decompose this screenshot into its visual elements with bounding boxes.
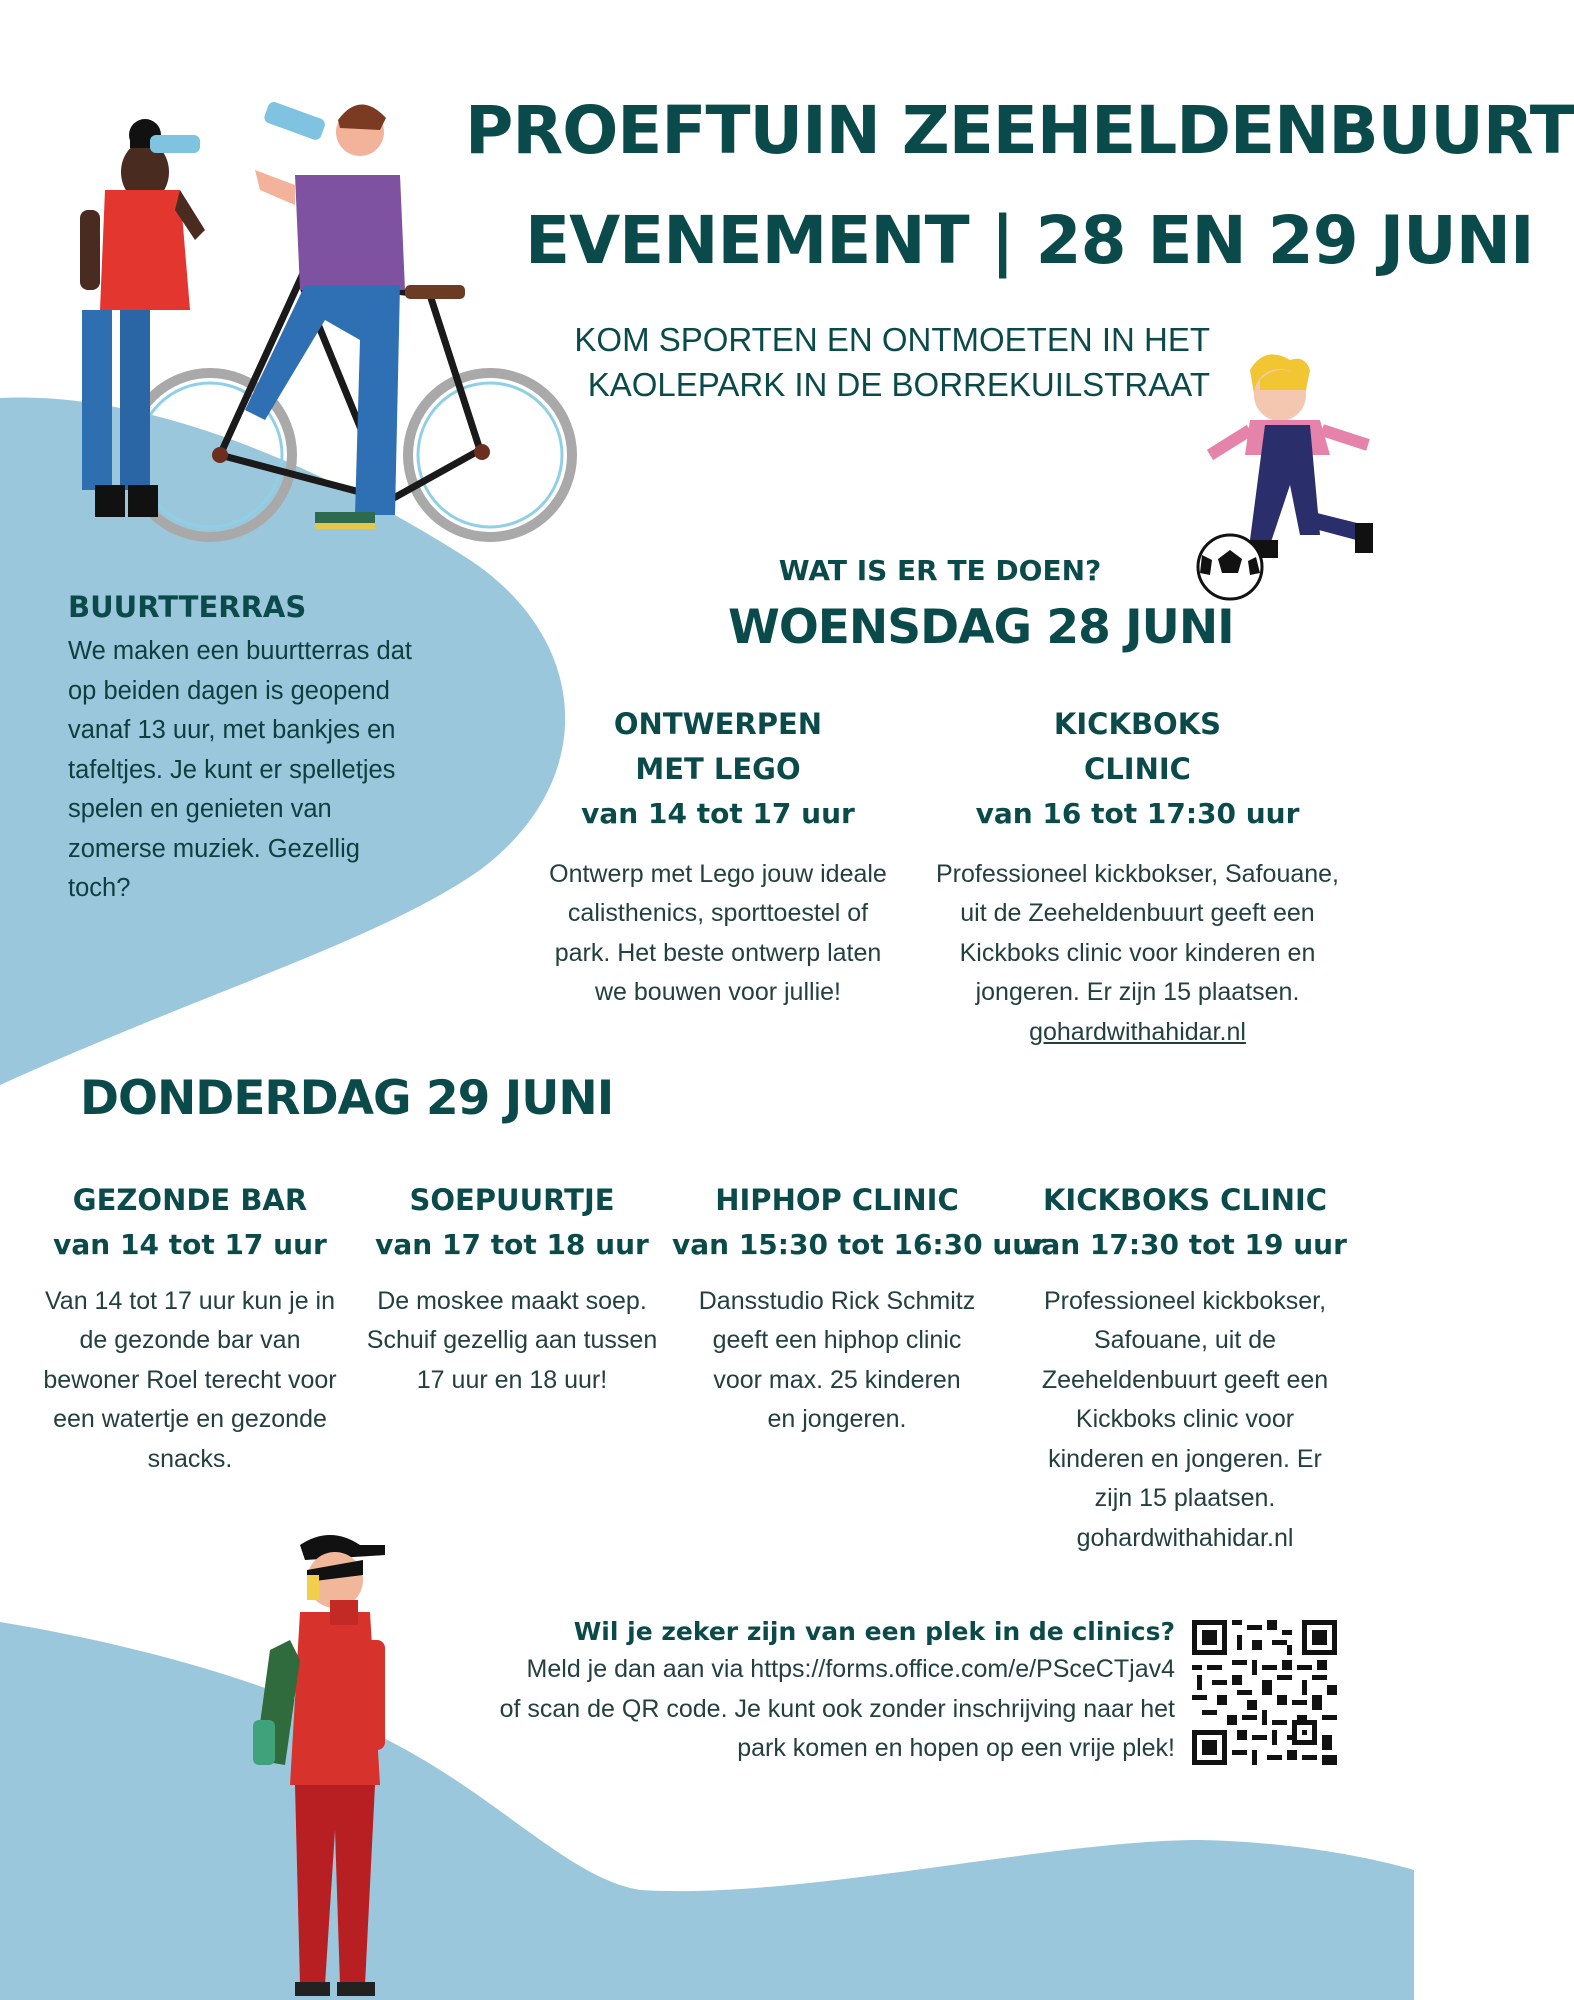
buurtterras-block xyxy=(68,590,428,909)
event-kickboks-thu-description xyxy=(1020,1282,1350,1559)
event-kickboks-wed-title-line1: KICKBOKS xyxy=(1053,707,1222,741)
event-kickboks-wed xyxy=(925,702,1350,1052)
what-to-do-label: WAT IS ER TE DOEN? xyxy=(778,554,1102,587)
subtitle-line2: KAOLEPARK IN DE BORREKUILSTRAAT xyxy=(587,365,1210,403)
event-kickboks-thu-link[interactable]: gohardwithahidar.nl xyxy=(1076,1523,1294,1552)
event-soepuurtje-title: SOEPUURTJE xyxy=(409,1183,615,1217)
signup-line3: park komen en hopen op een vrije plek! xyxy=(737,1734,1175,1762)
signup-line1[interactable]: Meld je dan aan via https://forms.office.com/e/PSceCTjav4 xyxy=(526,1655,1175,1683)
buurtterras-title: BUURTTERRAS xyxy=(68,590,307,624)
event-kickboks-wed-link[interactable]: gohardwithahidar.nl xyxy=(1029,1017,1246,1046)
event-kickboks-wed-title-line2: CLINIC xyxy=(1084,751,1191,786)
event-kickboks-thu xyxy=(1020,1178,1350,1558)
event-gezonde-bar-title: GEZONDE BAR xyxy=(72,1183,308,1217)
event-hiphop-time: van 15:30 tot 16:30 uur xyxy=(672,1227,1047,1261)
event-soepuurtje-description: De moskee maakt soep. Schuif gezellig aan tussen 17 uur en 18 uur! xyxy=(366,1286,658,1394)
event-gezonde-bar xyxy=(30,1178,350,1479)
event-gezonde-bar-time: van 14 tot 17 uur xyxy=(53,1227,327,1261)
signup-block xyxy=(380,1617,1175,1769)
event-hiphop xyxy=(672,1178,1047,1440)
girl-kicking-ball-illustration xyxy=(1190,345,1390,605)
event-lego xyxy=(518,702,918,1013)
page-title-line2: EVENEMENT | 28 EN 29 JUNI xyxy=(525,202,1534,279)
page-title-line1: PROEFTUIN ZEEHELDENBUURT xyxy=(465,92,1574,169)
event-kickboks-thu-title: KICKBOKS CLINIC xyxy=(1042,1183,1328,1217)
event-kickboks-wed-time: van 16 tot 17:30 uur xyxy=(975,796,1300,830)
event-lego-description: Ontwerp met Lego jouw ideale calisthenics, sporttoestel of park. Het beste ontwerp laten we bouwen voor jullie! xyxy=(549,859,887,1007)
buurtterras-text: We maken een buurtterras dat op beiden dagen is geopend vanaf 13 uur, met bankjes en tafeltjes. Je kunt er spelletjes spelen en genieten van zomerse muziek. Gezellig toch? xyxy=(68,637,412,903)
wednesday-heading: WOENSDAG 28 JUNI xyxy=(728,600,1234,655)
signup-text xyxy=(380,1650,1175,1769)
signup-question: Wil je zeker zijn van een plek in de clinics? xyxy=(573,1617,1175,1646)
event-hiphop-title: HIPHOP CLINIC xyxy=(715,1183,959,1217)
event-kickboks-thu-time: van 17:30 tot 19 uur xyxy=(1023,1227,1347,1261)
event-lego-title-line1: ONTWERPEN xyxy=(613,707,823,741)
subtitle xyxy=(520,318,1210,407)
event-gezonde-bar-description: Van 14 tot 17 uur kun je in de gezonde bar van bewoner Roel terecht voor een watertje en gezonde snacks. xyxy=(43,1286,337,1473)
event-hiphop-description: Dansstudio Rick Schmitz geeft een hiphop clinic voor max. 25 kinderen en jongeren. xyxy=(698,1286,976,1434)
event-kickboks-wed-description xyxy=(925,855,1350,1053)
event-kickboks-thu-text: Professioneel kickbokser, Safouane, uit de Zeeheldenbuurt geeft een Kickboks clinic voor kinderen en jongeren. Er zijn 15 plaatsen. xyxy=(1041,1286,1329,1513)
qr-code-icon[interactable] xyxy=(1192,1620,1337,1765)
thursday-heading: DONDERDAG 29 JUNI xyxy=(80,1071,614,1126)
subtitle-line1: KOM SPORTEN EN ONTMOETEN IN HET xyxy=(574,321,1210,358)
event-soepuurtje xyxy=(362,1178,662,1400)
signup-line2: of scan de QR code. Je kunt ook zonder inschrijving naar het xyxy=(499,1694,1175,1723)
event-lego-title-line2: MET LEGO xyxy=(635,751,801,786)
event-soepuurtje-time: van 17 tot 18 uur xyxy=(375,1227,649,1261)
event-kickboks-wed-text: Professioneel kickbokser, Safouane, uit de Zeeheldenbuurt geeft een Kickboks clinic voor kinderen en jongeren. Er zijn 15 plaatsen. xyxy=(935,859,1339,1007)
event-lego-time: van 14 tot 17 uur xyxy=(581,796,855,830)
